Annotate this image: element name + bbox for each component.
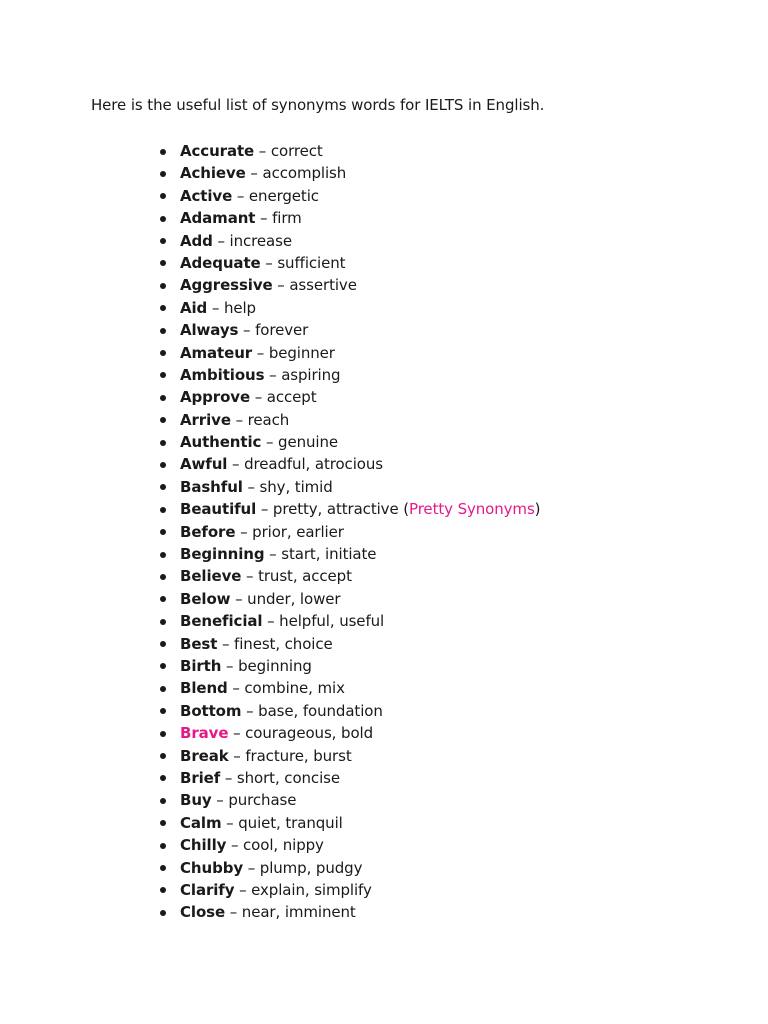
synonym-word: Adamant <box>180 209 256 228</box>
synonym-word: Close <box>180 903 226 922</box>
synonym-word: Adequate <box>180 253 261 272</box>
bullet-icon <box>160 440 166 446</box>
synonym-meaning: – short, concise <box>220 768 340 787</box>
bullet-icon <box>160 865 166 871</box>
list-item-text <box>180 722 373 744</box>
bullet-icon <box>160 552 166 558</box>
synonym-word: Ambitious <box>180 365 265 384</box>
list-item-text <box>180 319 308 341</box>
synonym-meaning: – correct <box>254 142 323 160</box>
list-item-text <box>180 364 340 386</box>
list-item-text <box>180 767 340 789</box>
list-item-text <box>180 252 345 274</box>
pretty-synonyms-link[interactable]: Pretty Synonyms <box>409 500 535 519</box>
synonym-meaning: – quiet, tranquil <box>221 813 343 832</box>
list-item-text <box>180 700 383 722</box>
synonym-word: Break <box>180 746 229 765</box>
synonym-word: Bashful <box>180 477 243 496</box>
synonym-word[interactable]: Brave <box>180 724 229 743</box>
list-item-text <box>180 521 344 543</box>
synonym-word: Blend <box>180 679 228 698</box>
synonym-meaning: – increase <box>212 231 292 250</box>
bullet-icon <box>160 171 166 177</box>
list-item-text <box>180 565 352 587</box>
list-item-text <box>180 342 335 364</box>
bullet-icon <box>160 619 166 625</box>
bullet-icon <box>160 149 166 155</box>
synonym-word: Best <box>180 634 218 653</box>
synonym-word: Awful <box>180 455 228 474</box>
bullet-icon <box>160 193 166 199</box>
list-item-text <box>180 857 362 879</box>
bullet-icon <box>160 507 166 513</box>
synonym-meaning: – dreadful, atrocious <box>227 455 383 474</box>
bullet-icon <box>160 260 166 266</box>
list-item-text <box>180 812 343 834</box>
synonym-word: Below <box>180 589 231 608</box>
synonym-word: Brief <box>180 768 221 787</box>
synonym-word: Add <box>180 231 213 250</box>
synonym-word: Clarify <box>180 880 235 899</box>
synonym-meaning: – combine, mix <box>227 679 345 698</box>
bullet-icon <box>160 820 166 826</box>
list-item-text <box>180 677 345 699</box>
synonym-word: Birth <box>180 656 222 675</box>
synonym-word: Amateur <box>180 343 253 362</box>
list-item-text <box>180 453 383 475</box>
bullet-icon <box>160 574 166 580</box>
synonym-meaning: – accomplish <box>245 164 347 183</box>
bullet-icon <box>160 663 166 669</box>
list-item-text <box>180 901 356 923</box>
bullet-icon <box>160 708 166 714</box>
synonym-meaning: – finest, choice <box>217 634 333 653</box>
synonym-meaning: – courageous, bold <box>228 724 374 743</box>
synonym-word: Active <box>180 186 233 205</box>
synonym-word: Beautiful <box>180 500 257 519</box>
list-item-text <box>180 431 338 453</box>
synonym-meaning: – base, foundation <box>241 701 383 720</box>
synonym-word: Chilly <box>180 836 227 855</box>
synonym-word: Before <box>180 522 236 541</box>
synonym-word: Approve <box>180 388 251 407</box>
list-item-text <box>180 633 333 655</box>
intro-text: Here is the useful list of synonyms words for IELTS in English. <box>91 96 545 114</box>
synonym-meaning: – cool, nippy <box>226 836 324 855</box>
bullet-icon <box>160 775 166 781</box>
synonym-word: Buy <box>180 791 212 810</box>
bullet-icon <box>160 910 166 916</box>
list-item-text <box>180 274 357 296</box>
bullet-icon <box>160 753 166 759</box>
synonym-meaning: – reach <box>230 410 290 429</box>
list-item-text <box>180 207 302 229</box>
synonym-word: Achieve <box>180 164 246 183</box>
synonym-meaning: – shy, timid <box>242 477 333 496</box>
list-item-text <box>180 588 340 610</box>
synonym-word: Aggressive <box>180 276 273 295</box>
synonym-meaning: – beginner <box>252 343 335 362</box>
synonym-meaning: – accept <box>250 388 317 407</box>
list-item-text <box>180 655 312 677</box>
synonym-meaning: – genuine <box>261 433 338 452</box>
synonym-word: Bottom <box>180 701 242 720</box>
synonym-word: Chubby <box>180 858 244 877</box>
list-item-text <box>180 409 289 431</box>
bullet-icon <box>160 641 166 647</box>
synonym-meaning: – under, lower <box>230 589 341 608</box>
synonym-meaning: – forever <box>238 321 309 340</box>
synonym-meaning: – energetic <box>232 186 319 205</box>
list-item-text <box>180 745 352 767</box>
bullet-icon <box>160 686 166 692</box>
bullet-icon <box>160 596 166 602</box>
bullet-icon <box>160 462 166 468</box>
synonym-meaning: – assertive <box>272 276 357 295</box>
synonym-meaning: – pretty, attractive ( <box>256 500 410 519</box>
synonym-meaning: – purchase <box>211 791 297 810</box>
synonym-meaning: – near, imminent <box>225 903 356 922</box>
synonym-meaning: – prior, earlier <box>235 522 344 541</box>
bullet-icon <box>160 350 166 356</box>
bullet-icon <box>160 529 166 535</box>
bullet-icon <box>160 731 166 737</box>
list-item-text <box>180 543 376 565</box>
list-item-text <box>180 476 333 498</box>
synonym-meaning: – firm <box>255 209 302 228</box>
bullet-icon <box>160 417 166 423</box>
synonym-word: Always <box>180 321 239 340</box>
list-item-text <box>180 834 324 856</box>
bullet-icon <box>160 484 166 490</box>
list-item-text <box>180 230 292 252</box>
synonym-word: Beneficial <box>180 612 263 631</box>
synonym-word: Aid <box>180 298 208 317</box>
synonym-word: Believe <box>180 567 242 586</box>
closing-paren: ) <box>534 500 541 519</box>
synonym-word: Calm <box>180 813 222 832</box>
synonym-meaning: – beginning <box>221 656 312 675</box>
list-item-text <box>180 498 540 520</box>
synonym-meaning: – helpful, useful <box>262 612 385 631</box>
synonym-meaning: – plump, pudgy <box>243 858 363 877</box>
synonym-word: Arrive <box>180 410 231 429</box>
list-item-text <box>180 297 256 319</box>
list-item-text <box>180 789 296 811</box>
list-item-text <box>180 386 317 408</box>
synonym-meaning: – sufficient <box>260 253 346 272</box>
synonym-meaning: – help <box>207 298 256 317</box>
synonym-meaning: – aspiring <box>264 365 341 384</box>
bullet-icon <box>160 305 166 311</box>
synonym-meaning: – explain, simplify <box>234 880 372 899</box>
list-item-text <box>180 185 319 207</box>
bullet-icon <box>160 372 166 378</box>
list-item-text <box>180 162 346 184</box>
bullet-icon <box>160 238 166 244</box>
synonym-word: Beginning <box>180 545 265 564</box>
list-item-text <box>180 140 323 162</box>
bullet-icon <box>160 843 166 849</box>
bullet-icon <box>160 395 166 401</box>
bullet-icon <box>160 798 166 804</box>
synonym-meaning: – trust, accept <box>241 567 352 586</box>
list-item-text <box>180 879 372 901</box>
synonym-meaning: – start, initiate <box>264 545 377 564</box>
synonym-word: Accurate <box>180 142 255 160</box>
bullet-icon <box>160 887 166 893</box>
list-item-text <box>180 610 384 632</box>
synonym-word: Authentic <box>180 433 262 452</box>
bullet-icon <box>160 283 166 289</box>
synonym-meaning: – fracture, burst <box>228 746 352 765</box>
bullet-icon <box>160 216 166 222</box>
bullet-icon <box>160 328 166 334</box>
